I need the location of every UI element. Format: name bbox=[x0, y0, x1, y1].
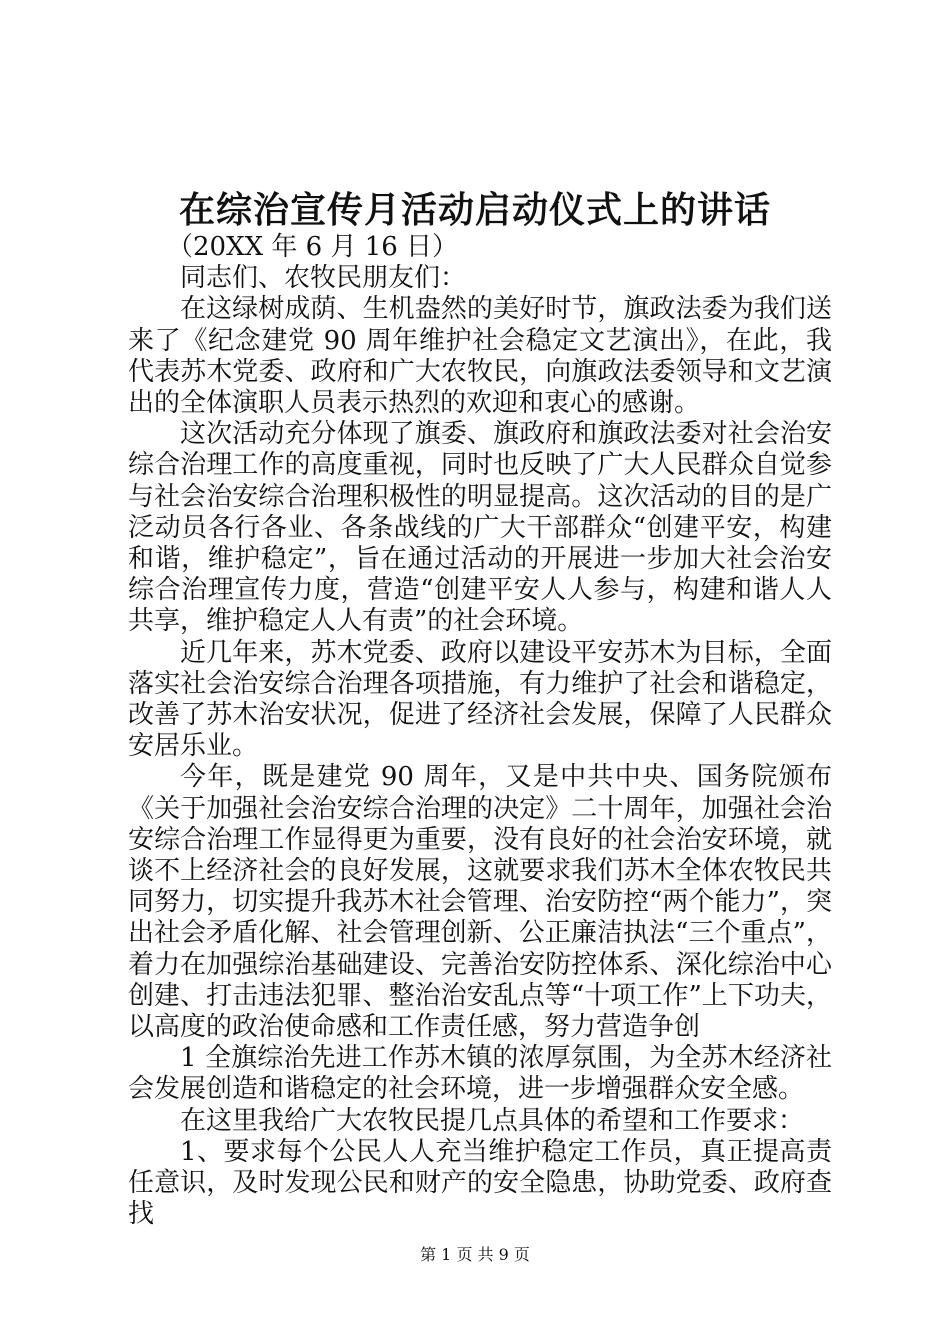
document-body bbox=[128, 232, 832, 1231]
paragraph: 今年，既是建党 90 周年，又是中共中央、国务院颁布《关于加强社会治安综合治理的决定》二十周年，加强社会治安综合治理工作显得更为重要，没有良好的社会治安环境，就谈不上经济社会的良好发展，这就要求我们苏木全体农牧民共同努力，切实提升我苏木社会管理、治安防控“两个能力”，突出社会矛盾化解、社会管理创新、公正廉洁执法“三个重点”，着力在加强综治基础建设、完善治安防控体系、深化综治中心创建、打击违法犯罪、整治治安乱点等“十项工作”上下功夫，以高度的政治使命感和工作责任感，努力营造争创 bbox=[128, 762, 832, 1043]
paragraph: 在这绿树成荫、生机盎然的美好时节，旗政法委为我们送来了《纪念建党 90 周年维护社会稳定文艺演出》，在此，我代表苏木党委、政府和广大农牧民，向旗政法委领导和文艺演出的全体演职人员表示热烈的欢迎和衷心的感谢。 bbox=[128, 294, 832, 419]
date-line: （20XX 年 6 月 16 日） bbox=[167, 232, 459, 262]
paragraph: 这次活动充分体现了旗委、旗政府和旗政法委对社会治安综合治理工作的高度重视，同时也反映了广大人民群众自觉参与社会治安综合治理积极性的明显提高。这次活动的目的是广泛动员各行各业、各条战线的广大干部群众“创建平安，构建和谐，维护稳定”，旨在通过活动的开展进一步加大社会治安综合治理宣传力度，营造“创建平安人人参与，构建和谐人人共享，维护稳定人人有责”的社会环境。 bbox=[128, 419, 832, 637]
salutation: 同志们、农牧民朋友们： bbox=[180, 263, 467, 294]
document-title: 在综治宣传月活动启动仪式上的讲话 bbox=[178, 189, 771, 231]
page-footer: 第 1 页 共 9 页 bbox=[420, 1245, 530, 1264]
paragraph: 1 全旗综治先进工作苏木镇的浓厚氛围，为全苏木经济社会发展创造和谐稳定的社会环境，进一步增强群众安全感。 bbox=[128, 1043, 832, 1105]
paragraph: 1、要求每个公民人人充当维护稳定工作员，真正提高责任意识，及时发现公民和财产的安全隐患，协助党委、政府查找 bbox=[128, 1136, 832, 1230]
paragraph: 近几年来，苏木党委、政府以建设平安苏木为目标，全面落实社会治安综合治理各项措施，有力维护了社会和谐稳定，改善了苏木治安状况，促进了经济社会发展，保障了人民群众安居乐业。 bbox=[128, 637, 832, 762]
paragraph: 在这里我给广大农牧民提几点具体的希望和工作要求： bbox=[180, 1105, 805, 1136]
